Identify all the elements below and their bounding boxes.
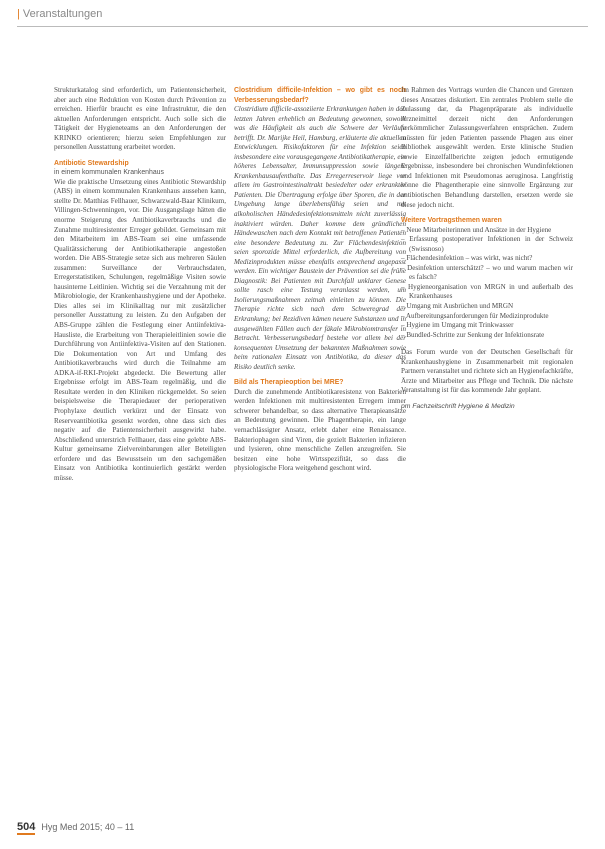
section-bar: | bbox=[17, 8, 20, 20]
paragraph: Das Forum wurde von der Deutschen Gesellschaft für Krankenhaushygiene in Zusammenarbeit mit regionalen Partnern veranstaltet und richtete sich an Hygienefachkräfte, Ärzte und Mitarbeiter aus Pflege und Technik. Die nächste Veranstaltung ist für das kommende Jahr geplant. bbox=[401, 348, 573, 395]
list-item: – Hygieneorganisation von MRGN in und außerhalb des Krankenhauses bbox=[401, 282, 573, 301]
list-item: – Bundled-Schritte zur Senkung der Infektionsrate bbox=[401, 330, 545, 339]
column-1 bbox=[54, 86, 226, 483]
byline: pm Fachzeitschrift Hygiene & Medizin bbox=[401, 402, 515, 410]
column-2 bbox=[234, 86, 406, 474]
list-item: – Hygiene im Umgang mit Trinkwasser bbox=[401, 321, 514, 330]
header-rule bbox=[17, 26, 588, 27]
list-item: – Flächendesinfektion – was wirkt, was nicht? bbox=[401, 254, 533, 263]
paragraph: Clostridium difficile-assoziierte Erkrankungen haben in den letzten Jahren erheblich an Bedeutung gewonnen, sowohl was die Häufigkeit als auch die Schwere der Verläufe betrifft. Dr. Marijke Heil, Hamburg, erläuterte die aktuellen Entwicklungen. Risikofaktoren für eine Infektion seien insbesondere eine vorausgegangene Antibiotikatherapie, ein höheres Lebensalter, Immunsuppression sowie längere Krankenhausaufenthalte. Das Erregerreservoir liege vor allem im Gastrointestinaltrakt besiedelter oder erkrankter Patienten. Die Übertragung erfolge über Sporen, die in der Umgebung lange überlebensfähig seien und mit alkoholischen Händedesinfektionsmitteln nicht zuverlässig inaktiviert würden. Daher komme dem gründlichen Händewaschen nach dem Kontakt mit betroffenen Patienten eine besondere Bedeutung zu. Zur Flächendesinfektion seien sporozide Mittel erforderlich, die Aufbereitung von Medizinprodukten müsse ebenfalls entsprechend angepasst werden. Ein wichtiger Baustein der Prävention sei die frühe Diagnostik: Bei Patienten mit Durchfall unklarer Genese sollte rasch eine Testung veranlasst werden, um Isolierungsmaßnahmen zeitnah einleiten zu können. Die Therapie richte sich nach dem Schweregrad der Erkrankung; bei Rezidiven kämen neuere Substanzen und in ausgewählten Fällen auch der fäkale Mikrobiomtransfer in Betracht. Verbesserungsbedarf bestehe vor allem bei der konsequenten Umsetzung der bekannten Maßnahmen sowie beim rationalen Einsatz von Antibiotika, da dieser das Risiko deutlich senke. bbox=[234, 105, 406, 371]
paragraph: Strukturkatalog sind erforderlich, um Patientensicherheit, aber auch eine Reduktion von Kosten durch Prävention zu erreichen. Hierfür braucht es eine Infrastruktur, die den aktuellen Anforderungen entspricht. Auch solle sich die Tätigkeit der Hygieneteams an den Anforderungen der KRINKO orientieren; hierzu seien Empfehlungen zur personellen Ausstattung erarbeitet worden. bbox=[54, 86, 226, 152]
paragraph: Im Rahmen des Vortrags wurden die Chancen und Grenzen dieses Ansatzes diskutiert. Ein zentrales Problem stelle die Zulassung dar, da Phagenpräparate als individuelle Arzneimittel derzeit nicht den Anforderungen herkömmlicher Zulassungsverfahren entsprächen. Zudem müssten für jeden Patienten passende Phagen aus einer Bibliothek ausgewählt werden. Erste klinische Studien sowie Einzelfallberichte zeigten jedoch ermutigende Ergebnisse, insbesondere bei chronischen Wundinfektionen und Infektionen mit Pseudomonas aeruginosa. Langfristig könne die Phagentherapie eine sinnvolle Ergänzung zur antibiotischen Behandlung darstellen, ersetzen werde sie diese jedoch nicht. bbox=[401, 86, 573, 209]
subheading: Bild als Therapieoption bei MRE? bbox=[234, 379, 344, 387]
journal-citation: Hyg Med 2015; 40 – 11 bbox=[41, 822, 135, 832]
subheading: Weitere Vortragsthemen waren bbox=[401, 217, 502, 225]
list-item: – Neue Mitarbeiterinnen und Ansätze in der Hygiene bbox=[401, 225, 552, 234]
list-item: – Desinfektion unterschätzt? – wo und warum machen wir es falsch? bbox=[401, 263, 573, 282]
page-number: 504 bbox=[17, 821, 36, 833]
list-item: – Umgang mit Ausbrüchen und MRGN bbox=[401, 301, 514, 310]
list-item: – Aufbereitungsanforderungen für Medizinprodukte bbox=[401, 311, 549, 320]
subheading: Clostridium difficile-Infektion – wo gibt es noch Verbesserungsbedarf? bbox=[234, 87, 406, 104]
page-footer bbox=[17, 821, 134, 835]
column-3 bbox=[401, 86, 573, 411]
section-title: Veranstaltungen bbox=[22, 8, 103, 20]
section-header bbox=[17, 8, 102, 20]
paragraph: Wie die praktische Umsetzung eines Antibiotic Stewardship (ABS) in einem kommunalen Krankenhaus aussehen kann, stellte Dr. Matthias Fellhauer, Schwarzwald-Baar Klinikum, Villingen-Schwenningen, vor. Die Ausgangslage hätten die enorme Steigerung des Antibiotikaverbrauchs und die Zunahme multiresistenter Erreger gebildet. Gemeinsam mit den Mitarbeitern im ABS-Team sei eine umfassende Qualitätssicherung der Antibiotikatherapie angestoßen worden. Die ABS-Strategie setze sich aus mehreren Säulen zusammen: Surveillance der Verbrauchsdaten, Erregerstatistiken, Schulungen, regelmäßige Visiten sowie hausinterne Leitlinien. Wichtig sei die Verzahnung mit der Mikrobiologie, der Krankenhaushygiene und der Apotheke. Dies alles sei im Klinikalltag nur mit zusätzlicher personeller Ausstattung zu leisten. Zu den Aufgaben der ABS-Gruppe zählen die Festlegung einer Antiinfektiva-Hausliste, die Erarbeitung von Therapieleitlinien sowie die Durchführung von Antiinfektiva-Visiten auf den Stationen. Die Dokumentation von Art und Umfang des Antibiotikaverbrauchs wird durch die Teilnahme am ADKA-if-RKI-Projekt abgedeckt. Die Bewertung aller Ergebnisse erfolgt im ABS-Team regelmäßig, und die Resultate werden in den Kliniken rückgemeldet. So seien beispielsweise die Therapiedauer der perioperativen Prophylaxe deutlich verkürzt und der Einsatz von Reserveantibiotika gesenkt worden, ohne dass sich dies negativ auf die Patientensicherheit ausgewirkt habe. Abschließend unterstrich Fellhauer, dass eine gelebte ABS-Kultur gemeinsame Zielvereinbarungen aller Beteiligten erfordere und das Bewusstsein um den sachgemäßen Einsatz von Antibiotika kontinuierlich gestärkt werden müsse. bbox=[54, 177, 226, 482]
subheading-sub: in einem kommunalen Krankenhaus bbox=[54, 169, 164, 177]
list-item: – Erfassung postoperativer Infektionen in der Schweiz (Swissnoso) bbox=[401, 235, 573, 253]
paragraph: Durch die zunehmende Antibiotikaresistenz von Bakterien werden Infektionen mit multiresistenten Erregern immer schwerer behandelbar, so dass alternative Therapieansätze an Bedeutung gewinnen. Die Phagentherapie, ein lange vernachlässigter Ansatz, erlebt daher eine Renaissance. Bakteriophagen sind Viren, die gezielt Bakterien infizieren und lysieren, ohne menschliche Zellen anzugreifen. Sie besitzen eine hohe Wirtsspezifität, so dass die physiologische Flora weitgehend geschont wird. bbox=[234, 387, 406, 473]
topic-list bbox=[401, 226, 573, 341]
subheading: Antibiotic Stewardship bbox=[54, 159, 129, 167]
